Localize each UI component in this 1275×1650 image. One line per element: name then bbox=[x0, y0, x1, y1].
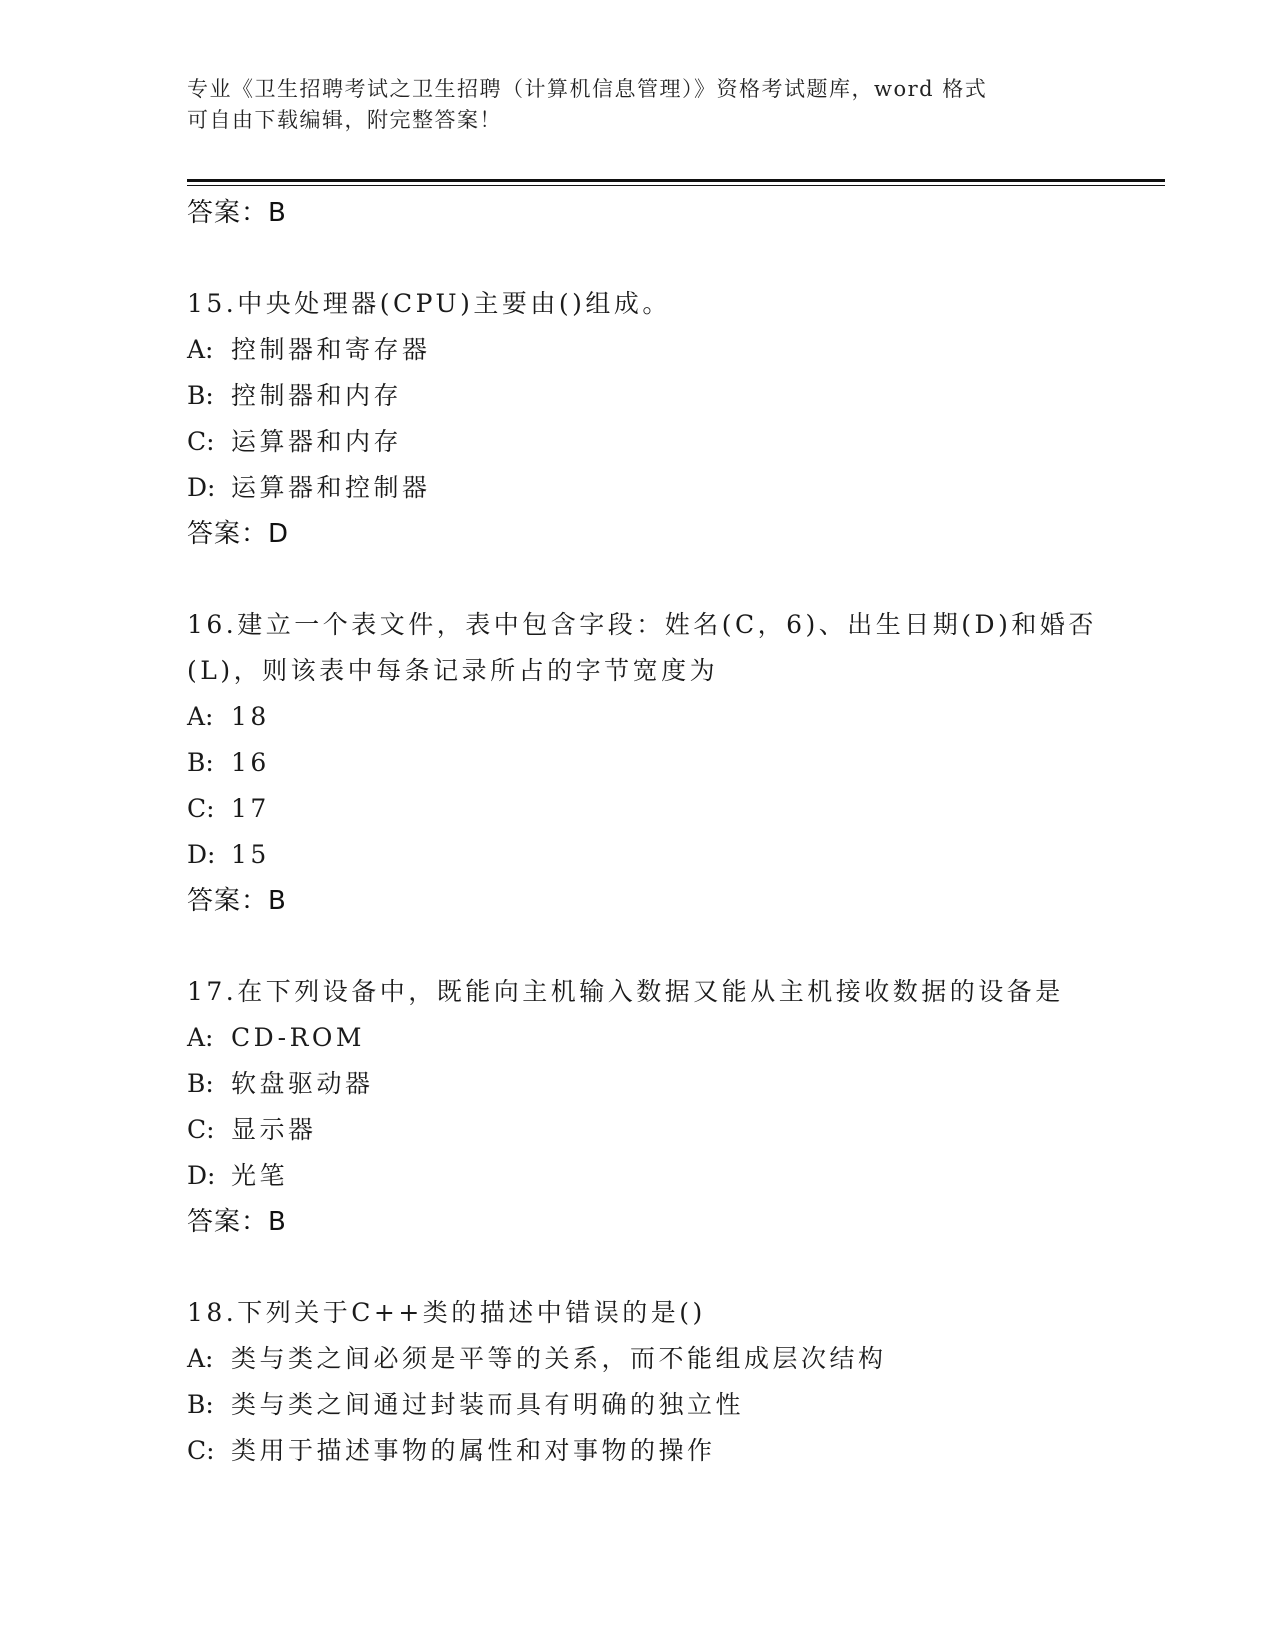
option-text: 类与类之间通过封装而具有明确的独立性 bbox=[231, 1390, 745, 1419]
option-a bbox=[187, 694, 1107, 740]
option-text: 17 bbox=[231, 794, 270, 823]
option-letter: C: bbox=[187, 1115, 215, 1144]
option-b bbox=[187, 1061, 1107, 1107]
question-text: 18.下列关于C++类的描述中错误的是() bbox=[187, 1298, 706, 1327]
option-letter: D: bbox=[187, 840, 216, 869]
option-text: 显示器 bbox=[231, 1115, 317, 1144]
option-letter: A: bbox=[187, 1344, 214, 1373]
option-text: 软盘驱动器 bbox=[231, 1069, 374, 1098]
option-c bbox=[187, 786, 1107, 832]
option-letter: C: bbox=[187, 1436, 215, 1465]
option-text: 控制器和内存 bbox=[231, 381, 403, 410]
option-letter: A: bbox=[187, 702, 214, 731]
option-b bbox=[187, 373, 1107, 419]
option-d bbox=[187, 832, 1107, 878]
question-text: 15.中央处理器(CPU)主要由()组成。 bbox=[187, 289, 671, 318]
option-letter: C: bbox=[187, 427, 215, 456]
document-header bbox=[187, 74, 1087, 136]
answer-line: 答案：B bbox=[187, 886, 287, 916]
question-item bbox=[187, 281, 1107, 557]
answer-line: 答案：D bbox=[187, 519, 290, 549]
option-letter: A: bbox=[187, 1023, 214, 1052]
header-line-1: 专业《卫生招聘考试之卫生招聘（计算机信息管理）》资格考试题库，word 格式 bbox=[187, 77, 988, 101]
question-text: 17.在下列设备中，既能向主机输入数据又能从主机接收数据的设备是 bbox=[187, 977, 1064, 1006]
question-list bbox=[187, 190, 1107, 1474]
option-b bbox=[187, 740, 1107, 786]
question-item bbox=[187, 969, 1107, 1245]
option-d bbox=[187, 465, 1107, 511]
header-rule-thick bbox=[187, 179, 1165, 182]
option-letter: B: bbox=[187, 1390, 214, 1419]
option-letter: B: bbox=[187, 1069, 214, 1098]
option-c bbox=[187, 419, 1107, 465]
option-text: 类与类之间必须是平等的关系，而不能组成层次结构 bbox=[231, 1344, 887, 1373]
option-text: CD-ROM bbox=[231, 1023, 366, 1052]
option-text: 控制器和寄存器 bbox=[231, 335, 431, 364]
option-a bbox=[187, 1336, 1107, 1382]
option-a bbox=[187, 1015, 1107, 1061]
option-letter: A: bbox=[187, 335, 214, 364]
option-text: 18 bbox=[231, 702, 270, 731]
option-letter: C: bbox=[187, 794, 215, 823]
option-letter: D: bbox=[187, 473, 216, 502]
option-c bbox=[187, 1107, 1107, 1153]
option-d bbox=[187, 1153, 1107, 1199]
option-text: 光笔 bbox=[231, 1161, 289, 1190]
option-a bbox=[187, 327, 1107, 373]
question-item bbox=[187, 1290, 1107, 1474]
answer-line: 答案：B bbox=[187, 198, 287, 228]
option-text: 运算器和内存 bbox=[231, 427, 403, 456]
answer-line: 答案：B bbox=[187, 1207, 287, 1237]
option-text: 16 bbox=[231, 748, 270, 777]
header-rule-thin bbox=[187, 185, 1165, 186]
option-letter: D: bbox=[187, 1161, 216, 1190]
option-text: 15 bbox=[231, 840, 270, 869]
option-c bbox=[187, 1428, 1107, 1474]
question-text: 16.建立一个表文件，表中包含字段：姓名(C，6)、出生日期(D)和婚否(L)，则该表中每条记录所占的字节宽度为 bbox=[187, 610, 1097, 685]
option-text: 类用于描述事物的属性和对事物的操作 bbox=[231, 1436, 716, 1465]
question-item bbox=[187, 602, 1107, 924]
header-line-2: 可自由下载编辑，附完整答案！ bbox=[187, 108, 502, 132]
option-letter: B: bbox=[187, 748, 214, 777]
option-letter: B: bbox=[187, 381, 214, 410]
option-text: 运算器和控制器 bbox=[231, 473, 431, 502]
option-b bbox=[187, 1382, 1107, 1428]
